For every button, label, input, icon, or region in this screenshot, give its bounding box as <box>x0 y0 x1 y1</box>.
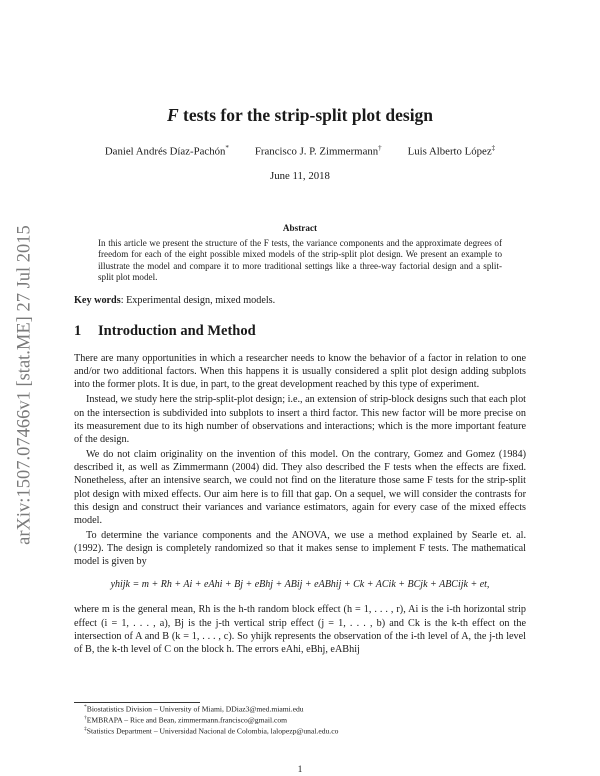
section-heading <box>74 322 526 341</box>
title-f: F <box>166 105 179 125</box>
paragraph: There are many opportunities in which a researcher needs to know the behavior of a factor in relation to one and/or two additional factors. When this happens it is usually considered a split plot design adding subplots into the former plots. It is due, in part, to the great development reached by this type of experiment. <box>74 353 526 391</box>
abstract-heading: Abstract <box>282 223 318 233</box>
footnotes <box>84 704 526 737</box>
body-text <box>74 352 526 658</box>
author: Daniel Andrés Díaz-Pachón* <box>104 144 229 158</box>
paper-date: June 11, 2018 <box>270 170 330 182</box>
paragraph: We do not claim originality on the invention of this model. On the contrary, Gomez and Gomez (1984) described it, as well as Zimmermann (2004) did. They also described the F tests when the effects are fixed. Nonetheless, after an intensive search, we could not find on the literature those same F tests for the strip-split plot design with mixed effects. Our aim here is to fill that gap. On a sequel, we will consider the contrasts for this design and construct their variances and variance estimators, again for every case of the mixed effects model. <box>74 449 526 526</box>
footnote: ‡Statistics Department – Universidad Nacional de Colombia, lalopezp@unal.edu.co <box>84 726 339 736</box>
paragraph: where m is the general mean, Rh is the h-th random block effect (h = 1, . . . , r), Ai is the i-th horizontal strip effect (i = 1, . . . , a), Bj is the j-th vertical strip effect (j = 1, . . . , b) and Ck is the k-th effect on the intersection of A and B (k = 1, . . . , c). So yhijk represents the observation of the i-th level of A, the j-th level of B, the k-th level of C on the block h. The errors eAhi, eBhj, eABhij <box>74 604 526 655</box>
page-number: 1 <box>297 764 303 775</box>
footnote: *Biostatistics Division – University of Miami, DDiaz3@med.miami.edu <box>84 704 304 714</box>
title-rest: tests for the strip-split plot design <box>178 105 434 125</box>
author: Francisco J. P. Zimmermann† <box>254 144 382 158</box>
paragraph: To determine the variance components and the ANOVA, we use a method explained by Searle et. al. (1992). The design is completely randomized so that it makes sense to implement F tests. The mathematical model is given by <box>74 530 526 568</box>
keywords <box>74 294 526 307</box>
author-list <box>74 144 526 159</box>
paper-title <box>74 104 526 127</box>
footnote: †EMBRAPA – Rice and Bean, zimmermann.francisco@gmail.com <box>84 715 288 725</box>
section-number: 1 <box>74 323 82 339</box>
author: Luis Alberto López‡ <box>407 144 496 158</box>
keywords-text: : Experimental design, mixed models. <box>120 295 276 306</box>
section-title: Introduction and Method <box>98 323 256 339</box>
arxiv-sidebar-stamp <box>10 190 40 580</box>
model-equation: yhijk = m + Rh + Ai + eAhi + Bj + eBhj + ABij + eABhij + Ck + ACik + BCjk + ABCijk + et, <box>110 578 490 590</box>
abstract-text: In this article we present the structure of the F tests, the variance components and the approximate degrees of freedom for each of the eight possible mixed models of the strip-split plot design. We present an example to illustrate the model and compare it to more traditional settings like a three-way factorial design and a split-split plot model. <box>98 238 502 283</box>
paragraph: Instead, we study here the strip-split-plot design; i.e., an extension of strip-block designs such that each plot on the intersection is subdivided into subplots to insert a third factor. This new factor will be more precise on its measurement due to its high number of observations and interactions; which is the more important feature of the design. <box>74 394 526 445</box>
footnote-divider <box>74 702 200 703</box>
arxiv-id: arXiv:1507.07466v1 [stat.ME] 27 Jul 2015 <box>14 225 35 545</box>
keywords-label: Key words <box>74 295 121 306</box>
